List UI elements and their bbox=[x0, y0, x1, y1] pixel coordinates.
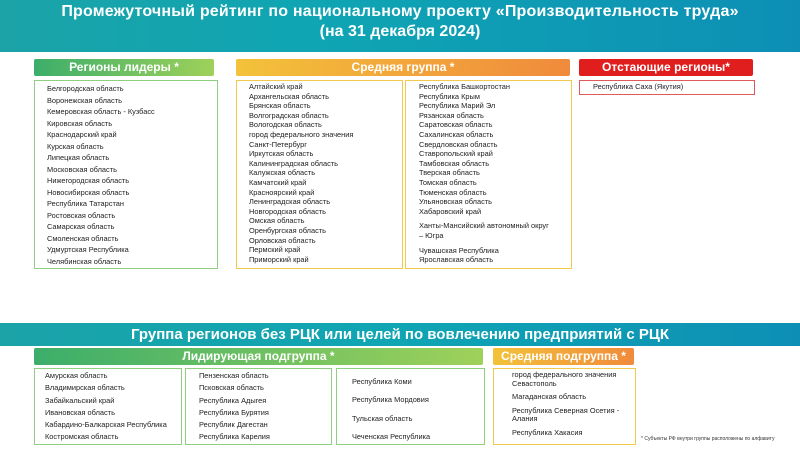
leaders-box bbox=[34, 80, 218, 269]
list-item: Удмуртская Республика bbox=[47, 245, 129, 254]
middle-box-1 bbox=[236, 80, 403, 269]
lagging-list bbox=[593, 81, 683, 93]
mid-sub-list bbox=[512, 371, 632, 437]
footnote: * Субъекты РФ внутри группы расположены по алфавиту bbox=[641, 436, 775, 442]
page-title: Промежуточный рейтинг по национальному проекту «Производительность труда» bbox=[61, 3, 739, 20]
list-item: Ставропольский край bbox=[419, 149, 493, 159]
list-item: Кировская область bbox=[47, 118, 113, 128]
list-item: Вологодская область bbox=[249, 120, 322, 130]
list-item: Томская область bbox=[419, 177, 477, 187]
list-item: Краснодарский край bbox=[47, 130, 117, 139]
list-item: Архангельская область bbox=[249, 91, 329, 101]
leaders-header: Регионы лидеры * bbox=[34, 59, 214, 76]
leaders-list bbox=[47, 83, 155, 267]
list-item: Волгоградская область bbox=[249, 110, 329, 120]
list-item: Забайкальский край bbox=[45, 395, 115, 405]
list-item: Ханты-Мансийский автономный округ bbox=[419, 221, 549, 231]
list-item: Брянская область bbox=[249, 101, 311, 111]
list-item: Ярославская область bbox=[419, 255, 494, 265]
list-item: Тамбовская область bbox=[419, 158, 490, 168]
list-item: Тульская область bbox=[352, 413, 413, 423]
lagging-box bbox=[579, 80, 755, 95]
list-item: Кабардино-Балкарская Республика bbox=[45, 420, 167, 430]
list-item: Самарская область bbox=[47, 222, 115, 231]
list-item: город федерального значения bbox=[249, 129, 354, 139]
list-item: Тюменская область bbox=[419, 187, 487, 197]
lead-sub-box-3 bbox=[336, 368, 485, 445]
mid-subgroup-header: Средняя подгруппа * bbox=[493, 348, 634, 365]
lead-sub-list-2 bbox=[199, 370, 270, 444]
list-item: Республика Саха (Якутия) bbox=[593, 82, 684, 91]
list-item: Пензенская область bbox=[199, 371, 269, 380]
lead-sub-list-3 bbox=[352, 373, 430, 446]
middle-box-2 bbox=[405, 80, 572, 269]
list-item: Ивановская область bbox=[45, 407, 115, 417]
page-subtitle: (на 31 декабря 2024) bbox=[319, 23, 481, 40]
list-item: Тверская область bbox=[419, 168, 480, 178]
list-item: Саратовская область bbox=[419, 120, 493, 130]
list-item: Камчатский край bbox=[249, 177, 307, 187]
list-item: Новосибирская область bbox=[47, 187, 130, 197]
list-item: – Югра bbox=[419, 230, 444, 240]
list-item: Иркутская область bbox=[249, 149, 314, 159]
list-item: город федерального значения Севастополь bbox=[512, 370, 617, 388]
list-item: Ленинградская область bbox=[249, 197, 331, 207]
list-item: Новгородская область bbox=[249, 206, 327, 216]
list-item: Белгородская область bbox=[47, 84, 124, 93]
list-item: Оренбургская область bbox=[249, 225, 326, 235]
lead-subgroup-header: Лидирующая подгруппа * bbox=[34, 348, 483, 365]
middle-list-2 bbox=[419, 82, 549, 265]
list-item: Московская область bbox=[47, 164, 117, 174]
list-item: Республика Адыгея bbox=[199, 395, 267, 405]
list-item: Санкт-Петербург bbox=[249, 139, 307, 149]
middle-header: Средняя группа * bbox=[236, 59, 570, 76]
list-item: Калининградская область bbox=[249, 158, 338, 168]
list-item: Костромская область bbox=[45, 432, 119, 442]
list-item: Республика Крым bbox=[419, 91, 480, 101]
list-item: Рязанская область bbox=[419, 110, 484, 120]
list-item: Сахалинская область bbox=[419, 129, 494, 139]
list-item: Челябинская область bbox=[47, 256, 122, 266]
list-item: Республика Мордовия bbox=[352, 395, 429, 405]
section-band: Группа регионов без РЦК или целей по вовлечению предприятий с РЦК bbox=[0, 323, 800, 346]
list-item: Омская область bbox=[249, 216, 305, 226]
list-item: Республика Башкортостан bbox=[419, 82, 510, 91]
list-item: Орловская область bbox=[249, 235, 316, 245]
lead-sub-list-1 bbox=[45, 370, 167, 444]
list-item: Ульяновская область bbox=[419, 197, 493, 207]
list-item: Свердловская область bbox=[419, 139, 498, 149]
list-item: Калужская область bbox=[249, 168, 316, 178]
list-item: Хабаровский край bbox=[419, 206, 482, 216]
list-item: Республик Дагестан bbox=[199, 420, 268, 430]
list-item: Республика Бурятия bbox=[199, 407, 269, 417]
list-item: Кемеровская область - Кузбасс bbox=[47, 107, 155, 116]
lead-sub-box-2 bbox=[185, 368, 332, 445]
mid-sub-box bbox=[493, 368, 636, 445]
list-item: Алтайский край bbox=[249, 82, 303, 91]
list-item: Республика Коми bbox=[352, 377, 412, 386]
middle-list-1 bbox=[249, 82, 353, 264]
list-item: Амурская область bbox=[45, 371, 108, 380]
list-item: Липецкая область bbox=[47, 153, 110, 162]
list-item: Воронежская область bbox=[47, 95, 122, 105]
list-item: Пермский край bbox=[249, 245, 301, 255]
list-item: Республика Хакасия bbox=[512, 427, 583, 437]
list-item: Республика Татарстан bbox=[47, 199, 124, 208]
list-item: Смоленская область bbox=[47, 233, 119, 243]
list-item: Приморский край bbox=[249, 254, 309, 264]
lead-sub-box-1 bbox=[34, 368, 182, 445]
list-item: Красноярский край bbox=[249, 187, 315, 197]
list-item: Магаданская область bbox=[512, 392, 587, 401]
list-item: Ростовская область bbox=[47, 210, 116, 220]
list-item: Республика Марий Эл bbox=[419, 101, 496, 111]
list-item: Республика Северная Осетия - Алания bbox=[512, 405, 620, 423]
lagging-header: Отстающие регионы* bbox=[579, 59, 753, 76]
list-item: Республика Карелия bbox=[199, 432, 270, 442]
list-item: Чеченская Республика bbox=[352, 431, 431, 441]
list-item: Курская область bbox=[47, 141, 104, 151]
header-banner bbox=[0, 0, 800, 52]
list-item: Чувашская Республика bbox=[419, 245, 499, 255]
list-item: Псковская область bbox=[199, 383, 264, 393]
list-item: Нижегородская область bbox=[47, 176, 130, 185]
list-item: Владимирская область bbox=[45, 383, 125, 393]
